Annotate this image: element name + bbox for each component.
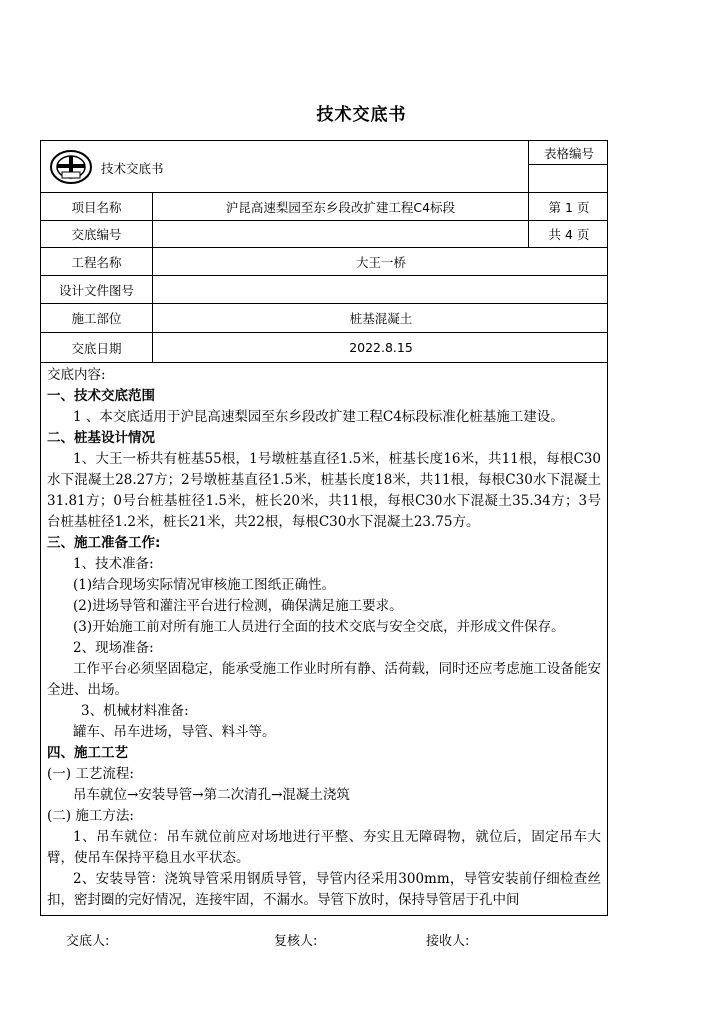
process-flow-heading: (一) 工艺流程: — [47, 766, 134, 782]
document-title: 技术交底书 — [316, 105, 407, 125]
construction-part-label: 施工部位 — [41, 304, 153, 333]
header-logo-cell — [41, 141, 529, 193]
section-1-text: 1 、本交底适用于沪昆高速梨园至东乡段改扩建工程C4标段标准化桩基施工建设。 — [73, 409, 564, 425]
tech-prep-item-3: (3)开始施工前对所有施工人员进行全面的技术交底与安全交底，并形成文件保存。 — [73, 619, 565, 635]
project-name-label: 项目名称 — [41, 193, 153, 221]
section-2-title: 二、桩基设计情况 — [47, 430, 155, 446]
section-4-title: 四、施工工艺 — [47, 745, 128, 761]
discloser-signature-label: 交底人: — [66, 934, 110, 949]
section-2-text: 1、大王一桥共有桩基55根，1号墩桩基直径1.5米，桩基长度16米，共11根，每根C30水下混凝土28.27方；2号墩桩基直径1.5米，桩基长度18米，共11根，每根C30水下混凝土31.81方；0号台桩基桩径1.5米，桩长20米，共11根，每根C30水下混凝土35.34方；3号台桩基桩径1.2米，桩长21米，共22根，每根C30水下混凝土23.75方。 — [47, 451, 601, 530]
method-step-1: 1、吊车就位：吊车就位前应对场地进行平整、夯实且无障碍物，就位后，固定吊车大臂，使吊车保持平稳且水平状态。 — [47, 829, 601, 866]
design-doc-label: 设计文件图号 — [41, 276, 153, 304]
tech-prep-item-2: (2)进场导管和灌注平台进行检测，确保满足施工要求。 — [73, 598, 403, 614]
design-doc-value — [153, 276, 608, 304]
construction-method-heading: (二) 施工方法: — [47, 808, 134, 824]
process-flow-text: 吊车就位→安装导管→第二次清孔→混凝土浇筑 — [73, 787, 350, 803]
total-pages: 共 4 页 — [529, 221, 608, 248]
disclosure-date-label: 交底日期 — [41, 333, 153, 363]
reviewer-signature-label: 复核人: — [274, 934, 318, 949]
section-3-title: 三、施工准备工作: — [47, 535, 161, 551]
machinery-prep-text: 罐车、吊车进场，导管、料斗等。 — [73, 724, 276, 740]
page-number: 第 1 页 — [529, 193, 608, 221]
disclosure-form — [40, 140, 608, 916]
engineering-name-value: 大王一桥 — [153, 248, 608, 276]
form-number-label: 表格编号 — [529, 141, 608, 165]
construction-part-value: 桩基混凝土 — [153, 304, 608, 333]
disclosure-number-label: 交底编号 — [41, 221, 153, 248]
form-number-value — [529, 165, 608, 193]
method-step-2: 2、安装导管：浇筑导管采用钢质导管，导管内径采用300mm，导管安装前仔细检查丝扣，密封圈的完好情况，连接牢固，不漏水。导管下放时，保持导管居于孔中间 — [47, 871, 601, 908]
content-intro: 交底内容: — [47, 367, 106, 383]
receiver-signature-label: 接收人: — [426, 934, 470, 949]
engineering-name-label: 工程名称 — [41, 248, 153, 276]
disclosure-number-value — [153, 221, 529, 248]
disclosure-content — [41, 363, 607, 911]
tech-prep-heading: 1、技术准备: — [73, 556, 154, 572]
site-prep-text: 工作平台必须坚固稳定，能承受施工作业时所有静、活荷载，同时还应考虑施工设备能安全进、出场。 — [47, 661, 601, 698]
site-prep-heading: 2、现场准备: — [73, 640, 154, 656]
header-logo-label: 技术交底书 — [101, 161, 164, 176]
tech-prep-item-1: (1)结合现场实际情况审核施工图纸正确性。 — [73, 577, 336, 593]
disclosure-date-value: 2022.8.15 — [153, 333, 608, 363]
section-1-title: 一、技术交底范围 — [47, 388, 155, 404]
project-name-value: 沪昆高速梨园至东乡段改扩建工程C4标段 — [153, 193, 529, 221]
company-logo-icon — [49, 149, 93, 185]
machinery-prep-heading: 3、机械材料准备: — [81, 703, 189, 719]
